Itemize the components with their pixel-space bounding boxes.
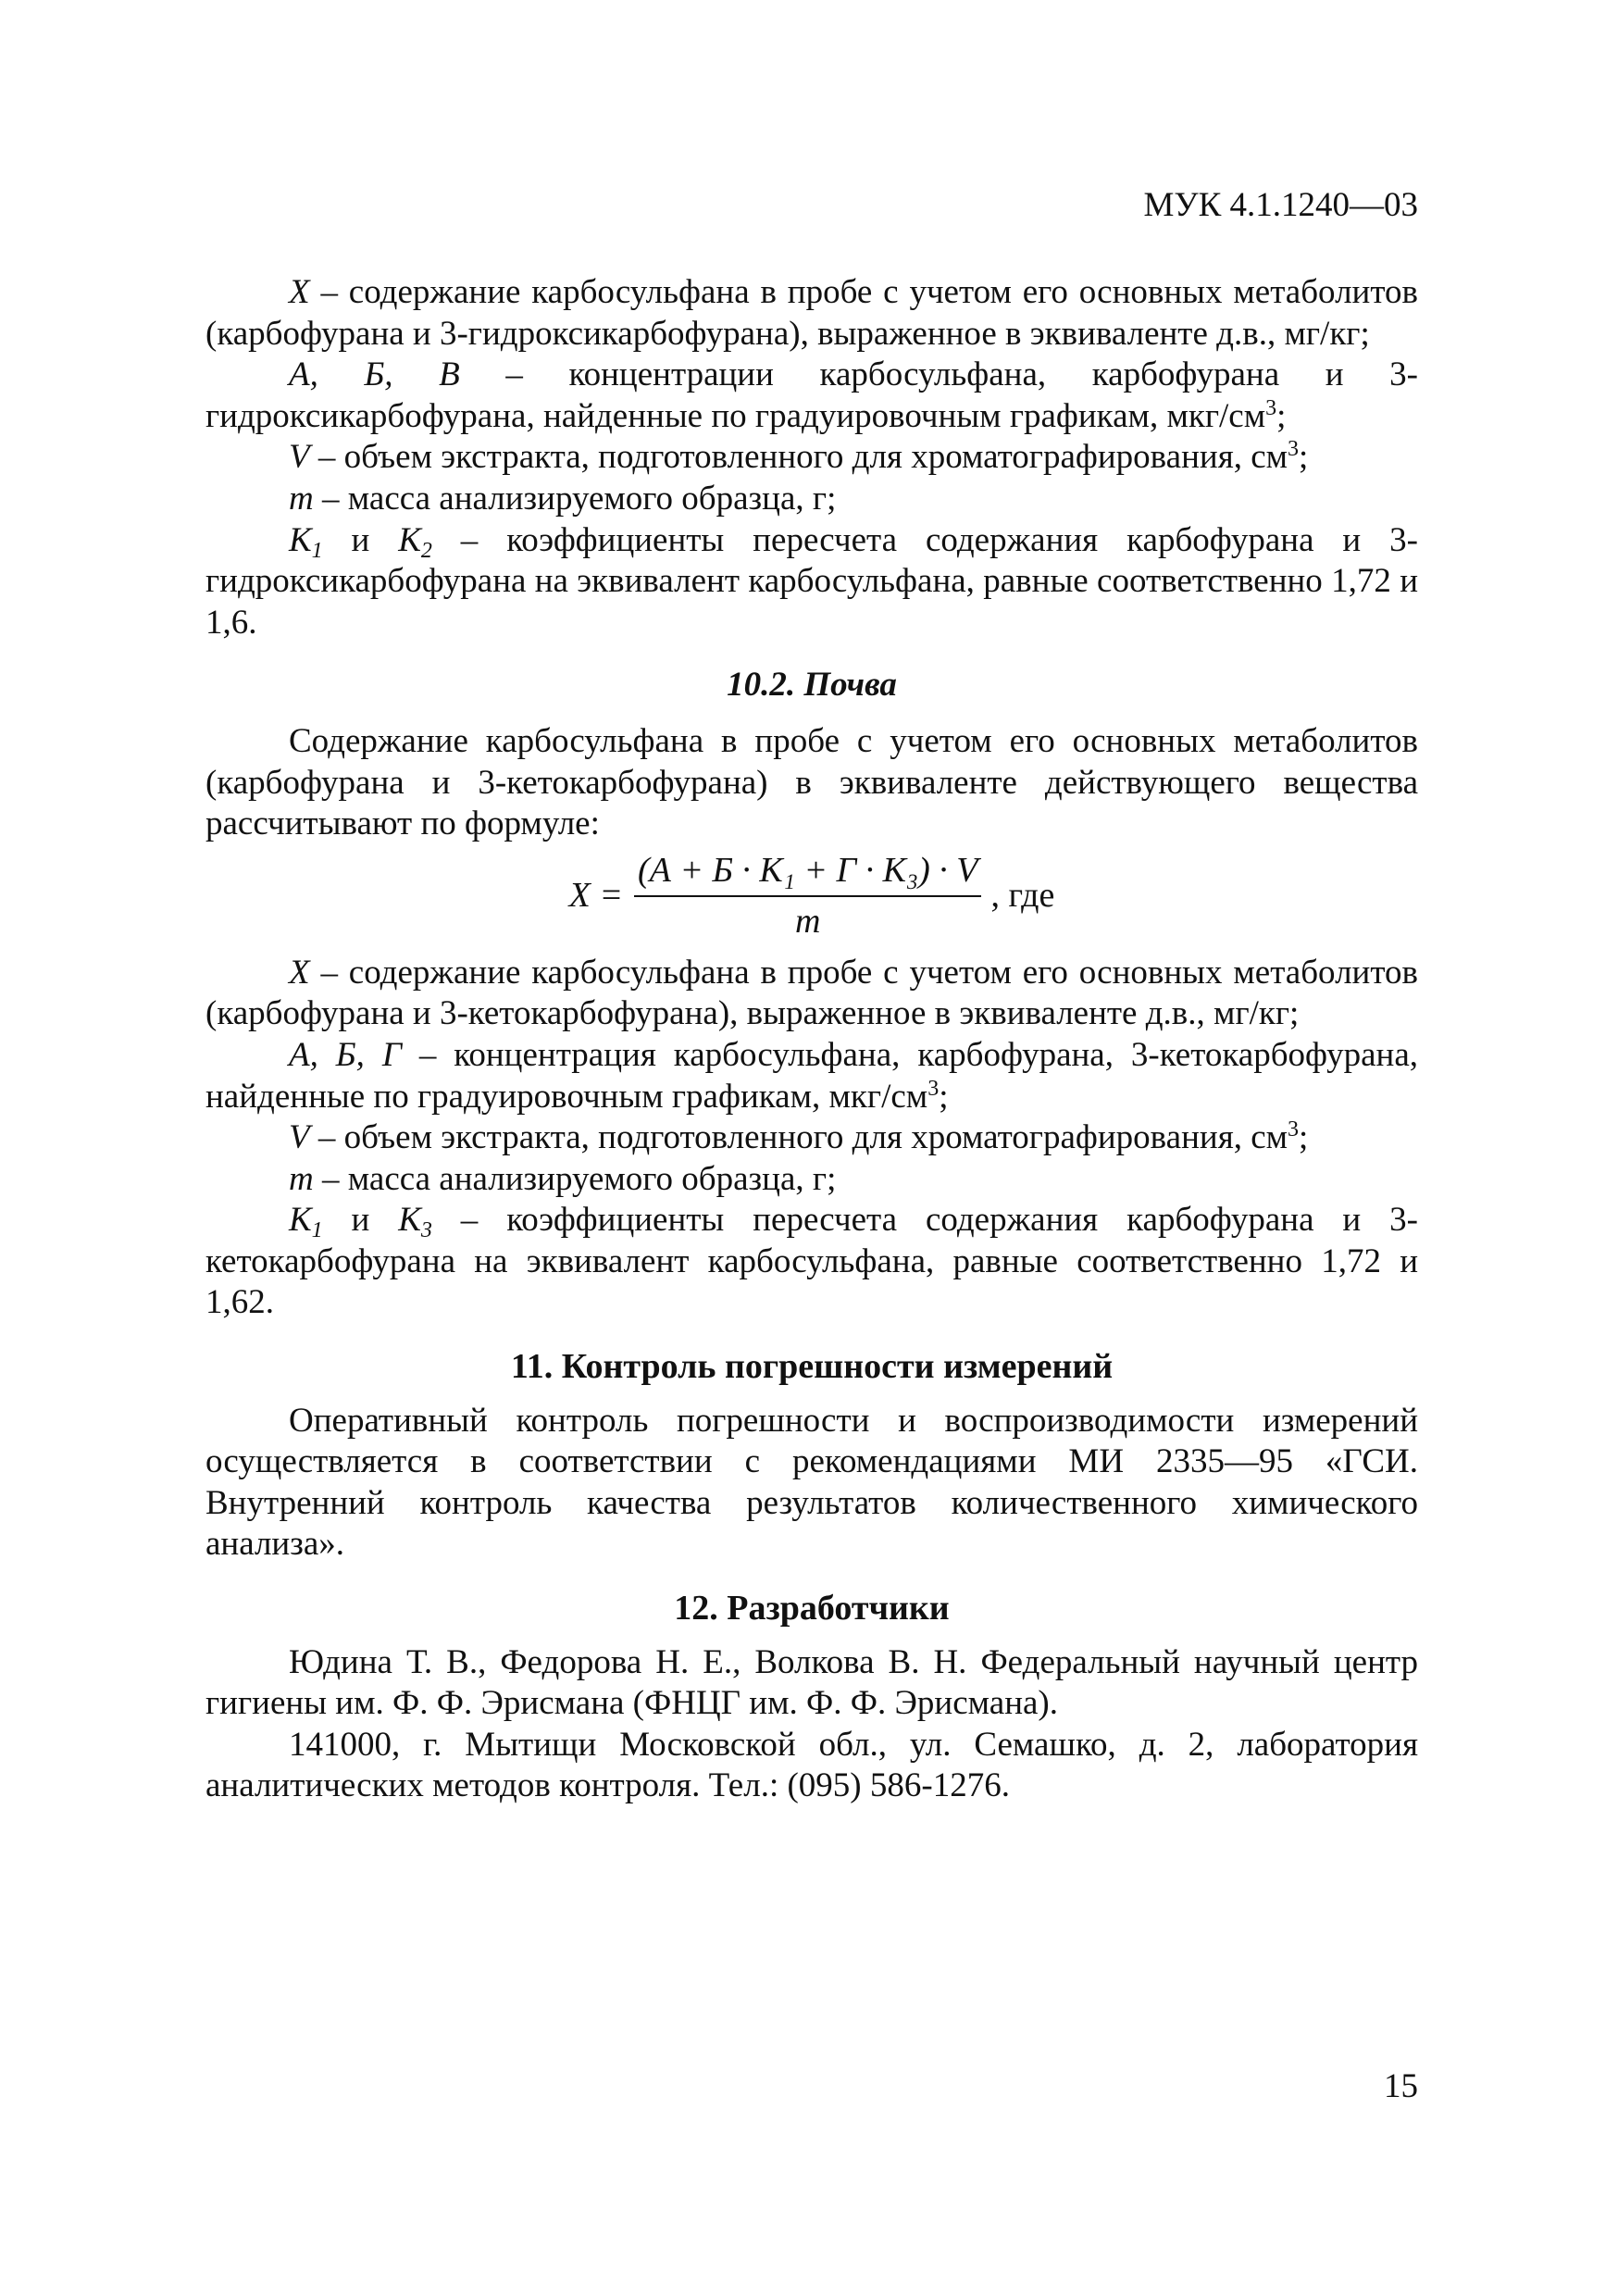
definition-symbol: X <box>289 953 310 992</box>
definition-symbol: X <box>289 273 310 311</box>
definition-text: – концентрации карбосульфана, карбофурана и 3-гидроксикарбофурана, найденные по градуировочным графикам, мкг/см <box>205 356 1418 435</box>
superscript: 3 <box>927 1076 940 1101</box>
superscript: 3 <box>1288 437 1300 462</box>
coef-symbol: К <box>398 1201 421 1240</box>
definition-symbol: V <box>289 1118 310 1157</box>
definition-text: – содержание карбосульфана в пробе с учетом его основных метаболитов (карбофурана и 3-гидроксикарбофурана), выраженное в эквиваленте д.в., мг/кг; <box>205 273 1418 353</box>
coef-symbol: К <box>398 520 421 559</box>
definition-symbol: m <box>289 479 314 518</box>
formula-tail: , где <box>990 876 1055 916</box>
coef-symbol: К <box>289 520 312 559</box>
section-heading-12: 12. Разработчики <box>674 1589 950 1628</box>
definition-symbol: V <box>289 438 310 477</box>
definition-text: – концентрация карбосульфана, карбофурана, 3-кетокарбофурана, найденные по градуировочным графикам, мкг/см <box>205 1035 1418 1116</box>
superscript: 3 <box>1265 395 1277 420</box>
definition-abv <box>205 355 1418 437</box>
definition-text: – объем экстракта, подготовленного для хроматографирования, см <box>309 1118 1288 1157</box>
definition-text: – коэффициенты пересчета содержания карбофурана и 3-кетокарбофурана на эквивалент карбосульфана, равные соответственно 1,72 и 1,62. <box>205 1201 1418 1322</box>
subscript: 1 <box>311 538 323 563</box>
definition-tail: ; <box>1276 396 1287 435</box>
definition-text: – масса анализируемого образца, г; <box>313 479 837 518</box>
section-heading-11: 11. Контроль погрешности измерений <box>510 1347 1114 1387</box>
developers-text: Юдина Т. В., Федорова Н. Е., Волкова В. Н. Федеральный научный центр гигиены им. Ф. Ф. Эрисмана (ФНЦГ им. Ф. Ф. Эрисмана). <box>205 1642 1418 1723</box>
definition-x <box>205 953 1418 1035</box>
coef-symbol: К <box>289 1201 312 1240</box>
definition-text: – содержание карбосульфана в пробе с учетом его основных метаболитов (карбофурана и 3-кетокарбофурана), выраженное в эквиваленте д.в., мг/кг; <box>205 953 1418 1033</box>
definition-text: – коэффициенты пересчета содержания карбофурана и 3-гидроксикарбофурана на эквивалент карбосульфана, равные соответственно 1,72 и 1,6. <box>205 520 1418 642</box>
definition-k <box>205 520 1418 644</box>
superscript: 3 <box>1288 1117 1300 1142</box>
definition-v <box>205 1117 1418 1159</box>
page-content <box>205 272 1418 1807</box>
definition-m <box>205 1159 1418 1201</box>
formula-lhs: X = <box>568 876 623 916</box>
definition-tail: ; <box>1299 438 1309 477</box>
formula-numerator: (А + Б · К₁ + Г · К₃) · V <box>634 850 981 897</box>
document-code: МУК 4.1.1240—03 <box>1143 186 1418 224</box>
definition-symbol: m <box>289 1159 314 1198</box>
subscript: 1 <box>311 1218 323 1243</box>
formula <box>205 845 1418 947</box>
definition-abg <box>205 1035 1418 1117</box>
definition-x <box>205 272 1418 355</box>
definition-v <box>205 437 1418 479</box>
subsection-heading: 10.2. Почва <box>727 666 897 705</box>
section-11-text: Оперативный контроль погрешности и воспроизводимости измерений осуществляется в соответствии с рекомендациями МИ 2335—95 «ГСИ. Внутренний контроль качества результатов количественного химического анализа». <box>205 1401 1418 1564</box>
definition-symbol: А, Б, Г <box>289 1035 402 1074</box>
address-text: 141000, г. Мытищи Московской обл., ул. Семашко, д. 2, лаборатория аналитических методов контроля. Тел.: (095) 586-1276. <box>205 1725 1418 1805</box>
definition-text: – объем экстракта, подготовленного для хроматографирования, см <box>309 438 1288 477</box>
formula-denominator: m <box>795 901 821 941</box>
definition-tail: ; <box>1299 1118 1309 1157</box>
definition-text: – масса анализируемого образца, г; <box>313 1159 837 1198</box>
conjunction: и <box>322 1201 399 1240</box>
subscript: 2 <box>420 538 432 563</box>
definition-symbol: А, Б, В <box>289 356 460 394</box>
definition-k <box>205 1200 1418 1324</box>
page-number: 15 <box>1384 2067 1418 2105</box>
subscript: 3 <box>420 1218 432 1243</box>
definition-m <box>205 479 1418 520</box>
formula-fraction <box>634 850 981 942</box>
soil-intro: Содержание карбосульфана в пробе с учетом его основных метаболитов (карбофурана и 3-кетокарбофурана) в эквиваленте действующего вещества рассчитывают по формуле: <box>205 721 1418 843</box>
definition-tail: ; <box>939 1077 949 1116</box>
conjunction: и <box>322 520 399 559</box>
